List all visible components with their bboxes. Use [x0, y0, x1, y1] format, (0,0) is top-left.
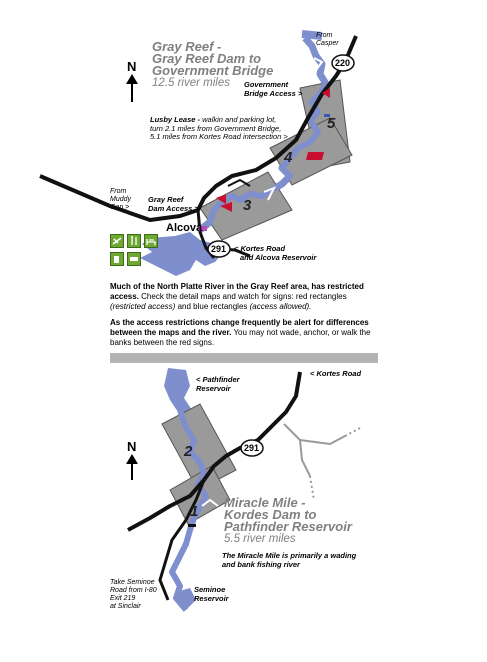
upper-distance: 12.5 river miles [152, 77, 230, 89]
restricted-marker-lower [188, 524, 196, 527]
highway-220-label: 220 [335, 58, 351, 68]
upper-title-line1: Gray Reef - [152, 39, 222, 54]
section-number-2: 2 [184, 443, 193, 460]
north-label-lower: N [127, 439, 137, 454]
gray-reef-dam-access-label: Gray Reef Dam Access > [148, 195, 199, 213]
seminoe-directions: Take Seminoe Road from I-80 Exit 219 at Sinclair [110, 579, 157, 610]
restricted-access-note: Much of the North Platte River in the Gray Reef area, has restricted access. Check the detail maps and watch for signs: red rectangles (restricted access) and blue rectangles (access allowed). [110, 282, 364, 311]
wading-note-line1: The Miracle Mile is primarily a wading [222, 551, 357, 560]
lusby-lease-label: Lusby Lease - walkin and parking lot, turn 2.1 miles from Government Bridge, 5.1 miles from Kortes Road intersection > [150, 115, 288, 141]
section-number-4: 4 [284, 149, 293, 166]
government-bridge-access-label: Government Bridge Access > [244, 80, 303, 98]
section-number-1: 1 [190, 503, 199, 520]
lower-title-line2: Kordes Dam to [224, 507, 317, 522]
side-road [284, 424, 345, 476]
lower-title-line3: Pathfinder Reservoir [224, 519, 352, 534]
from-casper-label: From Casper [316, 32, 339, 47]
section-number-5: 5 [327, 115, 336, 132]
kortes-road-label-lower: < Kortes Road [310, 369, 362, 378]
section-number-3: 3 [243, 197, 252, 214]
kortes-road-label-upper: < Kortes Road [234, 244, 286, 253]
lower-title-line1: Miracle Mile - [224, 495, 306, 510]
alcova-label: Alcova [166, 222, 203, 234]
lower-distance: 5.5 river miles [224, 533, 296, 545]
from-muddy-gap-label: From Muddy Gap > [110, 188, 132, 211]
highway-291-label-lower: 291 [244, 443, 260, 453]
seminoe-reservoir-label: Seminoe Reservoir [194, 585, 229, 603]
pathfinder-reservoir-label: < Pathfinder Reservoir [196, 375, 240, 393]
wading-note-line2: and bank fishing river [222, 560, 300, 569]
upper-title-line3: Government Bridge [152, 63, 274, 78]
upper-title-line2: Gray Reef Dam to [152, 51, 262, 66]
access-change-note: As the access restrictions change frequently be alert for differences between the maps and the river. You may not wade, anchor, or walk the banks between the red signs. [110, 318, 371, 347]
highway-291-label-upper: 291 [211, 244, 227, 254]
north-label-upper: N [127, 59, 137, 74]
alcova-reservoir-label: and Alcova Reservoir [240, 253, 317, 262]
